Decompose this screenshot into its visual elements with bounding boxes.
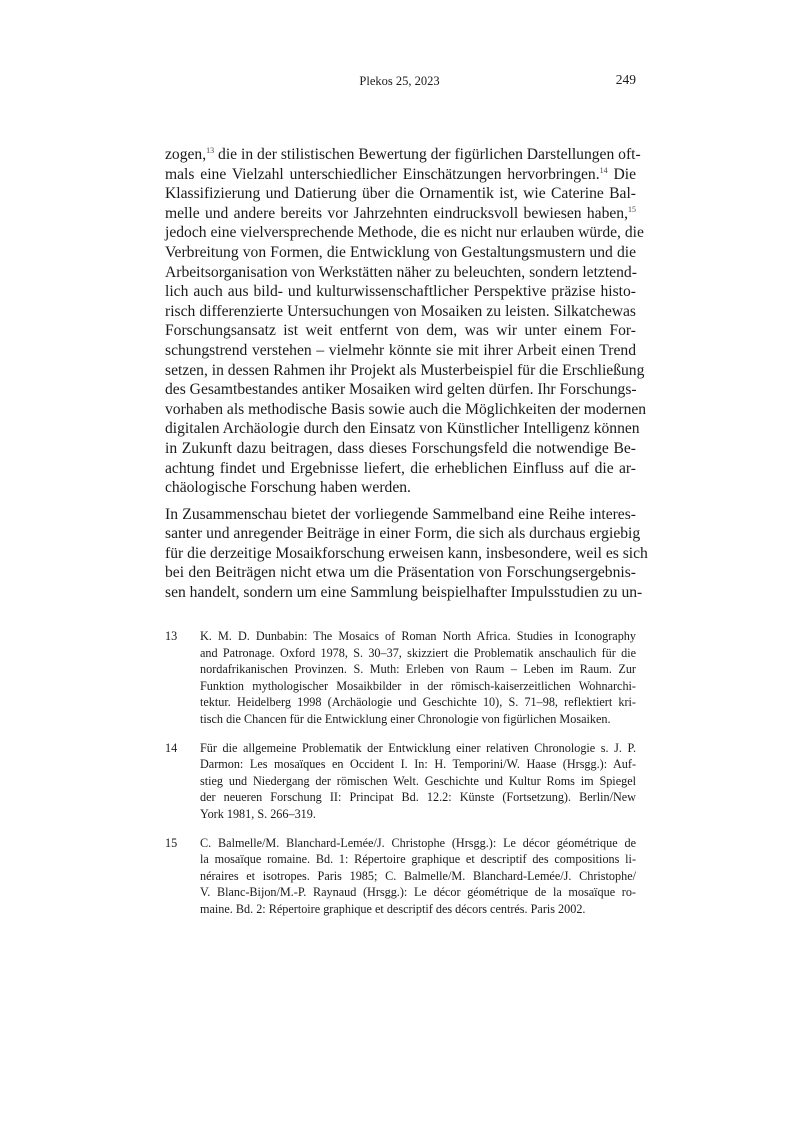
text-run: chäologische Forschung haben werden. [165, 479, 411, 497]
text-run: risch differenzierte Untersuchungen von Mosaiken zu leisten. Silkatchewas [165, 302, 636, 320]
text-line [165, 478, 636, 498]
text-line [165, 204, 636, 224]
text-run: In Zusammenschau bietet der vorliegende Sammelband eine Reihe interes- [165, 505, 636, 523]
text-run: für die derzeitige Mosaikforschung erweisen kann, insbesondere, weil es sich [165, 544, 648, 562]
footnote-line: and Patronage. Oxford 1978, S. 30–37, skizziert die Problematik anschaulich für die [200, 645, 636, 660]
text-run: die in der stilistischen Bewertung der figürlichen Darstellungen oft- [214, 146, 641, 163]
text-line [165, 223, 644, 243]
footnote-ref[interactable]: 15 [628, 204, 636, 214]
text-line [165, 419, 640, 439]
footnote-line: Darmon: Les mosaïques en Occident I. In: H. Temporini/W. Haase (Hrsgg.): Auf- [200, 757, 636, 772]
text-line [165, 282, 636, 302]
text-line [165, 400, 647, 420]
text-run: setzen, in dessen Rahmen ihr Projekt als Musterbeispiel für die Erschließung [165, 361, 645, 379]
text-line [165, 302, 636, 322]
page-number: 249 [615, 72, 636, 87]
text-run: zogen, [165, 146, 207, 163]
footnote-line: stieg und Niedergang der römischen Welt. Geschichte und Kultur Roms im Spiegel [200, 773, 636, 788]
footnote-line: la mosaïque romaine. Bd. 1: Répertoire graphique et descriptif des compositions li- [200, 852, 636, 867]
footnote-line: tektur. Heidelberg 1998 (Archäologie und Geschichte 10), S. 71–98, reflektiert kri- [200, 695, 636, 710]
text-run: Verbreitung von Formen, die Entwicklung von Gestaltungsmustern und die [165, 243, 636, 261]
text-run: Die [607, 165, 636, 183]
main-text [165, 145, 648, 603]
text-run: digitalen Archäologie durch den Einsatz von Künstlicher Intelligenz können [165, 420, 640, 438]
paragraph [165, 505, 648, 603]
text-line [165, 439, 636, 459]
footnote-line: K. M. D. Dunbabin: The Mosaics of Roman North Africa. Studies in Iconography [200, 629, 636, 643]
text-run: schungstrend verstehen – vielmehr könnte sie mit ihrer Arbeit einen Trend [165, 341, 636, 359]
journal-title: Plekos 25, 2023 [359, 74, 440, 88]
text-run: lich auch aus bild- und kulturwissenschaftlicher Perspektive präzise histo- [165, 283, 636, 301]
text-line [165, 459, 636, 479]
text-run: santer und anregender Beiträge in einer Form, die sich als durchaus ergiebig [165, 525, 641, 543]
footnote-line: maine. Bd. 2: Répertoire graphique et descriptif des décors centrés. Paris 2002. [200, 901, 586, 916]
footnote [165, 740, 636, 823]
footnote-line: der neueren Forschung II: Principat Bd. 12.2: Künste (Fortsetzung). Berlin/New [200, 790, 636, 805]
text-line [165, 184, 636, 204]
text-line [165, 505, 636, 525]
text-line [165, 321, 636, 341]
footnote-line: C. Balmelle/M. Blanchard-Lemée/J. Christophe (Hrsgg.): Le décor géométrique de [200, 835, 636, 850]
text-run: Klassifizierung und Datierung über die Ornamentik ist, wie Caterine Bal- [165, 185, 636, 203]
text-run: in Zukunft dazu beitragen, dass dieses Forschungsfeld die notwendige Be- [165, 439, 636, 457]
text-line [165, 361, 645, 381]
footnote-line: Funktion mythologischer Mosaikbilder in der römisch-kaiserzeitlichen Wohnarchi- [200, 678, 636, 693]
paragraph [165, 145, 647, 498]
text-run: melle und andere bereits vor Jahrzehnten eindrucksvoll bewiesen haben, [165, 204, 628, 222]
text-line [165, 380, 636, 400]
footnote-line: nordafrikanischen Provinzen. S. Muth: Erleben von Raum – Leben im Raum. Zur [200, 662, 636, 677]
footnote-line: York 1981, S. 266–319. [200, 806, 316, 821]
footnote-ref[interactable]: 13 [206, 146, 215, 155]
footnote-number: 15 [165, 835, 178, 850]
footnote-line: néraires et isotropes. Paris 1985; C. Balmelle/M. Blanchard-Lemée/J. Christophe/ [200, 868, 636, 883]
footnote-ref[interactable]: 14 [599, 165, 608, 175]
text-line [165, 544, 648, 564]
footnote-line: V. Blanc-Bijon/M.-P. Raynaud (Hrsgg.): Le décor géométrique de la mosaïque ro- [200, 885, 636, 900]
text-run: vorhaben als methodische Basis sowie auch die Möglichkeiten der modernen [165, 400, 647, 418]
text-run: Arbeitsorganisation von Werkstätten näher zu beleuchten, sondern letztend- [165, 263, 637, 281]
text-run: bei den Beiträgen nicht etwa um die Präsentation von Forschungsergebnis- [165, 564, 636, 582]
text-line [165, 165, 636, 185]
text-line [165, 524, 641, 544]
text-line [165, 243, 636, 263]
footnotes [165, 628, 636, 930]
footnote [165, 628, 636, 728]
text-line [165, 341, 636, 361]
text-line [165, 583, 643, 603]
text-line [165, 145, 641, 165]
text-run: Forschungsansatz ist weit entfernt von dem, was wir unter einem For- [165, 322, 636, 340]
footnote-line: tisch die Chancen für die Entwicklung einer Chronologie von figürlichen Mosaiken. [200, 711, 611, 726]
text-line [165, 263, 636, 283]
text-run: sen handelt, sondern um eine Sammlung beispielhafter Impulsstudien zu un- [165, 584, 643, 602]
footnote-line: Für die allgemeine Problematik der Entwicklung einer relativen Chronologie s. J. P. [200, 740, 636, 755]
text-run: des Gesamtbestandes antiker Mosaiken wird gelten dürfen. Ihr Forschungs- [165, 381, 637, 399]
footnote-number: 13 [165, 629, 178, 643]
text-run: achtung findet und Ergebnisse liefert, die erheblichen Einfluss auf die ar- [165, 459, 636, 477]
text-line [165, 563, 636, 583]
text-run: mals eine Vielzahl unterschiedlicher Einschätzungen hervorbringen. [165, 165, 600, 183]
text-run: jedoch eine vielversprechende Methode, die es nicht nur erlauben würde, die [165, 224, 644, 242]
footnote-number: 14 [165, 740, 178, 755]
footnote [165, 835, 636, 918]
